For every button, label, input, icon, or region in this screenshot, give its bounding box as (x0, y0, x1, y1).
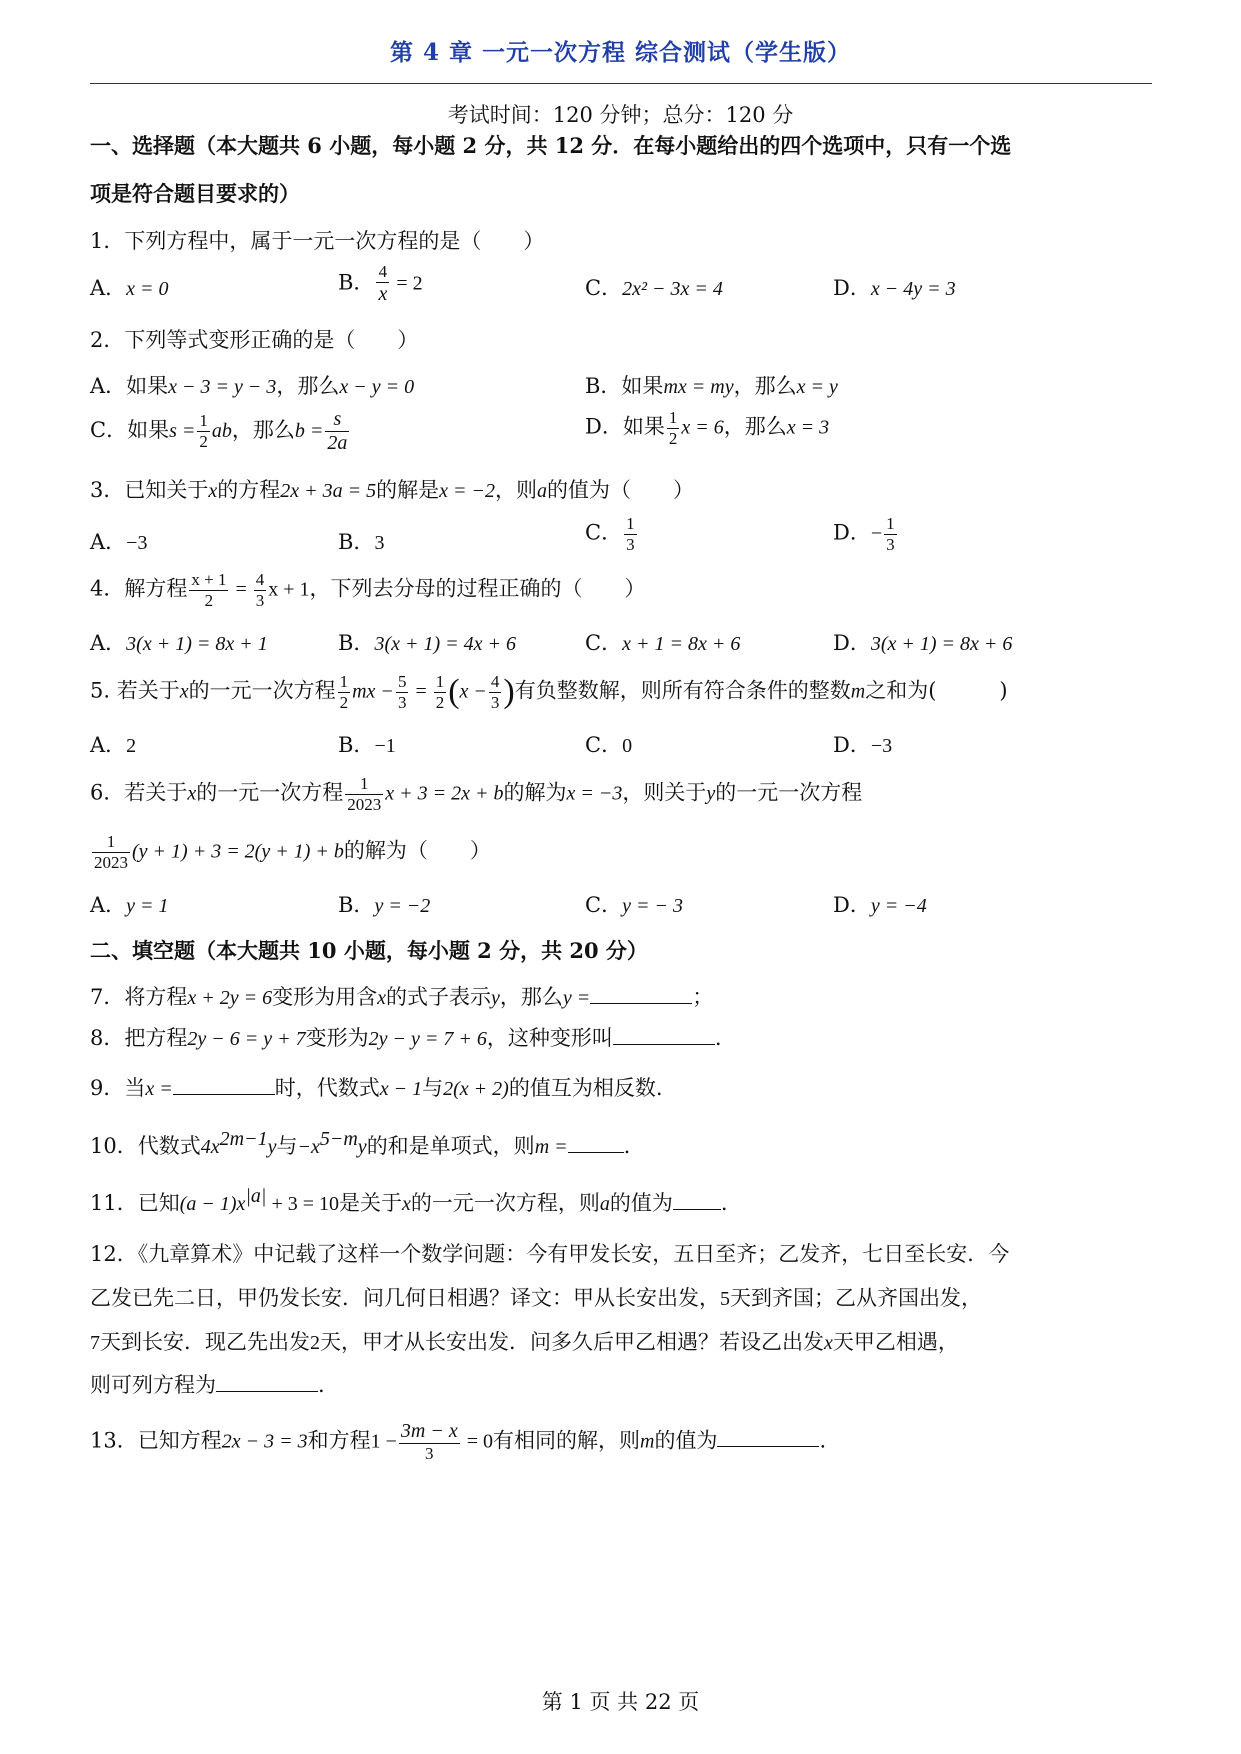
q2-option-b (585, 370, 838, 400)
q1-c-math: 2x² − 3x = 4 (622, 278, 723, 300)
option-label: A．如果 (90, 374, 169, 398)
q1-b-tail: = 2 (391, 272, 423, 295)
q7 (90, 981, 713, 1011)
section1-heading-line1: 一、选择题（本大题共 6 小题，每小题 2 分，共 12 分．在每小题给出的四个选项中，只有一个选 (90, 133, 1012, 158)
q2-c-math2: b = (294, 420, 324, 442)
var-m: m (850, 680, 866, 703)
page-footer: 第 1 页 共 22 页 (541, 1690, 700, 1714)
answer-blank[interactable] (673, 1191, 721, 1210)
denominator: 2 (668, 428, 678, 448)
q12-line3 (90, 1326, 959, 1356)
exponent: |a| (245, 1185, 267, 1207)
option-math: x + 1 = 8x + 6 (622, 633, 741, 655)
numerator: 1 (199, 411, 208, 431)
option-label: C． (585, 893, 623, 917)
text: 的值互为相反数. (508, 1076, 663, 1100)
q6-stem-line2 (90, 832, 491, 872)
text: 4．解方程 (90, 576, 188, 601)
q3-equation: 2x + 3a = 5 (280, 480, 377, 502)
numerator: 1 (668, 408, 678, 427)
text: 的一元一次方程 (196, 780, 344, 805)
q1-option-a (90, 272, 169, 302)
text: 的一元一次方程 (715, 780, 863, 805)
exam-info: 考试时间：120 分钟；总分：120 分 (447, 103, 794, 127)
option-label: C． (585, 733, 623, 757)
q2-a-math1: x − 3 = y − 3 (168, 376, 277, 398)
var-x: x (402, 1193, 411, 1215)
q3-option-b (338, 526, 384, 556)
q5-option-a (90, 729, 136, 759)
q6-option-b (338, 889, 430, 919)
q10-eq: m = (534, 1136, 568, 1158)
text: 与 (276, 1134, 298, 1158)
text: 的方程 (217, 478, 281, 502)
text: 的值为 (654, 1428, 718, 1453)
q9-expr1: x − 1 (379, 1078, 423, 1100)
text: 天到长安．现乙先出发 (100, 1330, 310, 1354)
text: 是关于 (339, 1191, 402, 1215)
denominator: 2 (204, 590, 214, 610)
q13 (90, 1420, 826, 1464)
q9-eq: x = (145, 1078, 173, 1100)
exponent: 5−m (319, 1128, 358, 1150)
denominator: x (378, 282, 388, 305)
q2-d-math1: x = 6 (681, 416, 724, 439)
fraction (376, 262, 389, 306)
text: 的解为 (503, 780, 567, 805)
q12-line4 (90, 1369, 325, 1399)
option-math: 3(x + 1) = 8x + 1 (126, 633, 268, 655)
text: 的一元一次方程，则 (410, 1191, 600, 1215)
option-label: D． (833, 520, 871, 545)
option-label: B． (338, 631, 375, 655)
text: 天到齐国；乙从齐国出发， (730, 1286, 982, 1310)
text: . (819, 1428, 827, 1453)
text: 6．若关于 (90, 780, 188, 805)
text: 的和是单项式，则 (366, 1134, 535, 1158)
numerator: 1 (626, 514, 635, 533)
term: −x (297, 1136, 320, 1158)
q2-option-c (90, 408, 351, 455)
option-math: y = − 3 (622, 895, 683, 917)
q1-option-d (833, 272, 956, 302)
q8-equation2: 2y − y = 7 + 6 (368, 1028, 487, 1050)
text: ，下列去分母的过程正确的（ ） (309, 576, 646, 601)
text: 天，甲才从长安出发．问多久后甲乙相遇？若设乙出发 (320, 1330, 824, 1354)
exponent: 2m−1 (219, 1128, 268, 1150)
q2-a-mid: ，那么 (276, 374, 340, 398)
numerator: 1 (435, 672, 445, 691)
denominator: 2 (339, 692, 349, 712)
q7-eq2: y = (562, 987, 591, 1009)
text: 3．已知关于 (90, 478, 209, 502)
term: + 3 = 10 (266, 1193, 339, 1215)
option-math: y = −2 (374, 895, 431, 917)
q3-option-a (90, 526, 147, 556)
denominator: 2 (199, 432, 208, 451)
text: 乙发已先二日，甲仍发长安．问几何日相遇？译文：甲从长安出发， (90, 1286, 720, 1310)
var-x: x (377, 987, 387, 1009)
numerator: 4 (255, 570, 265, 589)
var-x: x (187, 782, 197, 805)
denominator: 2a (327, 432, 348, 454)
fraction (345, 774, 383, 814)
denominator: 2023 (94, 852, 128, 872)
q10 (90, 1128, 630, 1160)
numerator: 1 (345, 774, 383, 795)
q8 (90, 1022, 722, 1052)
text: 有负整数解，则所有符合条件的整数 (514, 678, 851, 703)
q4-option-b (338, 627, 516, 657)
text: 的解是 (376, 478, 440, 502)
option-label: B． (338, 270, 375, 295)
q1-option-c (585, 272, 723, 302)
var-y: y (706, 782, 716, 805)
option-label: B．如果 (585, 374, 664, 398)
q4-stem (90, 570, 646, 610)
text: 时，代数式 (274, 1076, 380, 1100)
section2-heading: 二、填空题（本大题共 10 小题，每小题 2 分，共 20 分） (90, 938, 648, 963)
left-paren: ( (448, 673, 460, 711)
text: = (410, 680, 432, 703)
q2-b-math2: x = y (796, 376, 838, 398)
denominator: 3 (255, 590, 265, 610)
text: ，那么 (499, 985, 563, 1009)
text: . (714, 1026, 722, 1050)
fraction (884, 514, 897, 554)
text: ； (692, 985, 714, 1009)
denominator: 3 (397, 692, 407, 712)
answer-blank[interactable] (613, 1026, 715, 1045)
text: 的值为（ ） (547, 478, 695, 502)
right-paren: ) (503, 673, 515, 711)
numerator: 1 (92, 832, 130, 853)
q1-stem: 1．下列方程中，属于一元一次方程的是（ ） (90, 229, 545, 253)
option-label: A． (90, 631, 127, 655)
option-label: B． (338, 733, 375, 757)
text: 的值为 (609, 1191, 673, 1215)
option-label: A． (90, 276, 127, 300)
q1-option-b (338, 262, 423, 306)
answer-blank[interactable] (568, 1134, 624, 1153)
q4-option-d (833, 627, 1012, 657)
text: ，则关于 (622, 780, 707, 805)
q12-line1: 12．《九章算术》中记载了这样一个数学问题：今有甲发长安，五日至齐；乙发齐，七日至长安．今 (90, 1242, 1010, 1266)
text: 和方程 (307, 1428, 371, 1453)
q6-option-c (585, 889, 683, 919)
option-value: −3 (870, 735, 893, 757)
q3-option-c (585, 514, 639, 554)
q6-equation2: (y + 1) + 3 = 2(y + 1) + b (132, 840, 344, 863)
fraction (667, 408, 680, 448)
denominator: 3 (490, 692, 500, 712)
text: 的式子表示 (386, 985, 492, 1009)
text: 则可列方程为 (90, 1373, 216, 1397)
q9 (90, 1072, 663, 1102)
term: 1 − (370, 1430, 397, 1453)
header-rule (90, 83, 1152, 84)
q11 (90, 1185, 728, 1217)
text: 的一元一次方程 (188, 678, 336, 703)
option-value: 2 (126, 735, 137, 757)
fraction (254, 570, 267, 610)
var-a: a (599, 1193, 610, 1215)
text: . (720, 1191, 728, 1215)
q12-line2 (90, 1282, 982, 1312)
answer-blank[interactable] (216, 1373, 318, 1392)
section1-heading-line2: 项是符合题目要求的） (90, 181, 300, 206)
q3-solution: x = −2 (439, 480, 496, 502)
q2-c-mid: ，那么 (231, 418, 295, 442)
text: ，这种变形叫 (486, 1026, 613, 1050)
text: . (318, 1373, 325, 1397)
term: (a − 1)x (179, 1193, 246, 1215)
text: mx − (352, 680, 394, 703)
fraction (325, 408, 349, 455)
text: 11．已知 (90, 1191, 180, 1215)
option-label: D． (833, 733, 871, 757)
denominator: 3 (886, 534, 895, 554)
text: 13．已知方程 (90, 1428, 222, 1453)
q2-d-mid: ，那么 (723, 414, 787, 439)
q6-option-d (833, 889, 927, 919)
option-math: y = −4 (870, 895, 927, 917)
denominator: 2 (435, 692, 445, 712)
option-label: A． (90, 530, 127, 554)
var-x: x (824, 1332, 833, 1354)
q2-a-math2: x − y = 0 (339, 376, 415, 398)
fraction (399, 1420, 460, 1464)
sign: − (870, 522, 883, 545)
answer-blank[interactable] (590, 985, 692, 1004)
denominator: 3 (626, 534, 635, 554)
q1-a-math: x = 0 (126, 278, 169, 300)
fraction (489, 672, 502, 712)
text: . (623, 1134, 631, 1158)
q6-solution: x = −3 (566, 782, 623, 805)
term: = 0 (461, 1430, 493, 1453)
text: = (230, 578, 252, 601)
option-label: A． (90, 893, 127, 917)
option-label: C． (585, 631, 623, 655)
term: 4x (200, 1136, 220, 1158)
text: 7．将方程 (90, 985, 188, 1009)
text: 的解为（ ） (343, 838, 491, 863)
text: 9．当 (90, 1076, 146, 1100)
number: 5 (720, 1288, 730, 1310)
numerator: 1 (886, 514, 895, 533)
text: 变形为用含 (272, 985, 378, 1009)
q5-option-c (585, 729, 632, 759)
numerator: 4 (490, 672, 500, 691)
fraction (624, 514, 637, 554)
var-a: a (537, 480, 548, 502)
numerator: 4 (376, 262, 389, 283)
option-label: C． (585, 520, 623, 545)
q2-stem: 2．下列等式变形正确的是（ ） (90, 328, 419, 352)
q6-equation1: x + 3 = 2x + b (385, 782, 504, 805)
q6-stem-line1 (90, 774, 862, 814)
option-label: C． (585, 276, 623, 300)
q6-option-a (90, 889, 169, 919)
option-label: D． (833, 631, 871, 655)
var-m: m (640, 1430, 655, 1453)
numerator: 5 (397, 672, 407, 691)
var-x: x (208, 480, 218, 502)
q5-stem (90, 672, 1008, 712)
text: 有相同的解，则 (493, 1428, 640, 1453)
denominator: 2023 (347, 794, 382, 814)
option-label: C．如果 (90, 418, 170, 442)
fraction (338, 672, 351, 712)
answer-blank[interactable] (717, 1428, 819, 1447)
q5-option-d (833, 729, 892, 759)
text: 8．把方程 (90, 1026, 188, 1050)
text: 变形为 (305, 1026, 369, 1050)
q2-d-math2: x = 3 (786, 416, 830, 439)
q2-b-math1: mx = my (663, 376, 734, 398)
option-value: 3 (374, 532, 385, 554)
answer-blank[interactable] (173, 1076, 275, 1095)
page-title: 第 4 章 一元一次方程 综合测试（学生版） (389, 39, 852, 66)
text: x + 1 (268, 578, 310, 601)
option-math: 3(x + 1) = 8x + 6 (870, 633, 1013, 655)
numerator: x + 1 (191, 570, 227, 589)
option-label: B． (338, 893, 375, 917)
option-label: B． (338, 530, 375, 554)
term: y (357, 1136, 367, 1158)
q7-equation: x + 2y = 6 (187, 987, 273, 1009)
numerator: s (325, 408, 349, 432)
term: y (267, 1136, 277, 1158)
q5-option-b (338, 729, 396, 759)
option-label: D． (833, 276, 871, 300)
q9-expr2: 2(x + 2) (443, 1078, 509, 1100)
q4-option-c (585, 627, 740, 657)
denominator: 3 (425, 1444, 434, 1463)
numerator: 3m − x (400, 1420, 458, 1442)
fraction (92, 832, 130, 872)
option-label: A． (90, 733, 127, 757)
number: 7 (90, 1332, 100, 1354)
q4-option-a (90, 627, 268, 657)
fraction (434, 672, 447, 712)
var-y: y (491, 987, 500, 1009)
option-label: D．如果 (585, 414, 665, 439)
q3-option-d (833, 514, 899, 554)
q2-option-d (585, 408, 829, 448)
fraction (197, 411, 210, 451)
number: 2 (310, 1332, 320, 1354)
text: 10．代数式 (90, 1134, 201, 1158)
option-math: y = 1 (126, 895, 169, 917)
q1-d-math: x − 4y = 3 (870, 278, 956, 300)
option-value: −3 (126, 532, 148, 554)
text: 5. 若关于 (90, 678, 180, 703)
option-math: 3(x + 1) = 4x + 6 (374, 633, 516, 655)
q8-equation1: 2y − 6 = y + 7 (187, 1028, 306, 1050)
q13-equation1: 2x − 3 = 3 (221, 1430, 308, 1453)
option-value: 0 (622, 735, 633, 757)
text: 之和为( ) (865, 678, 1008, 703)
option-value: −1 (374, 735, 396, 757)
fraction (396, 672, 409, 712)
text: ，则 (495, 478, 538, 502)
q2-c-math1b: ab (211, 420, 232, 442)
q2-b-mid: ，那么 (733, 374, 797, 398)
q2-c-math1: s = (169, 420, 196, 442)
text: 天甲乙相遇， (832, 1330, 959, 1354)
text: x − (459, 680, 487, 703)
q2-option-a (90, 370, 414, 400)
option-label: D． (833, 893, 871, 917)
q3-stem (90, 474, 694, 504)
var-x: x (179, 680, 189, 703)
fraction (189, 570, 228, 610)
text: 与 (422, 1076, 444, 1100)
numerator: 1 (339, 672, 349, 691)
